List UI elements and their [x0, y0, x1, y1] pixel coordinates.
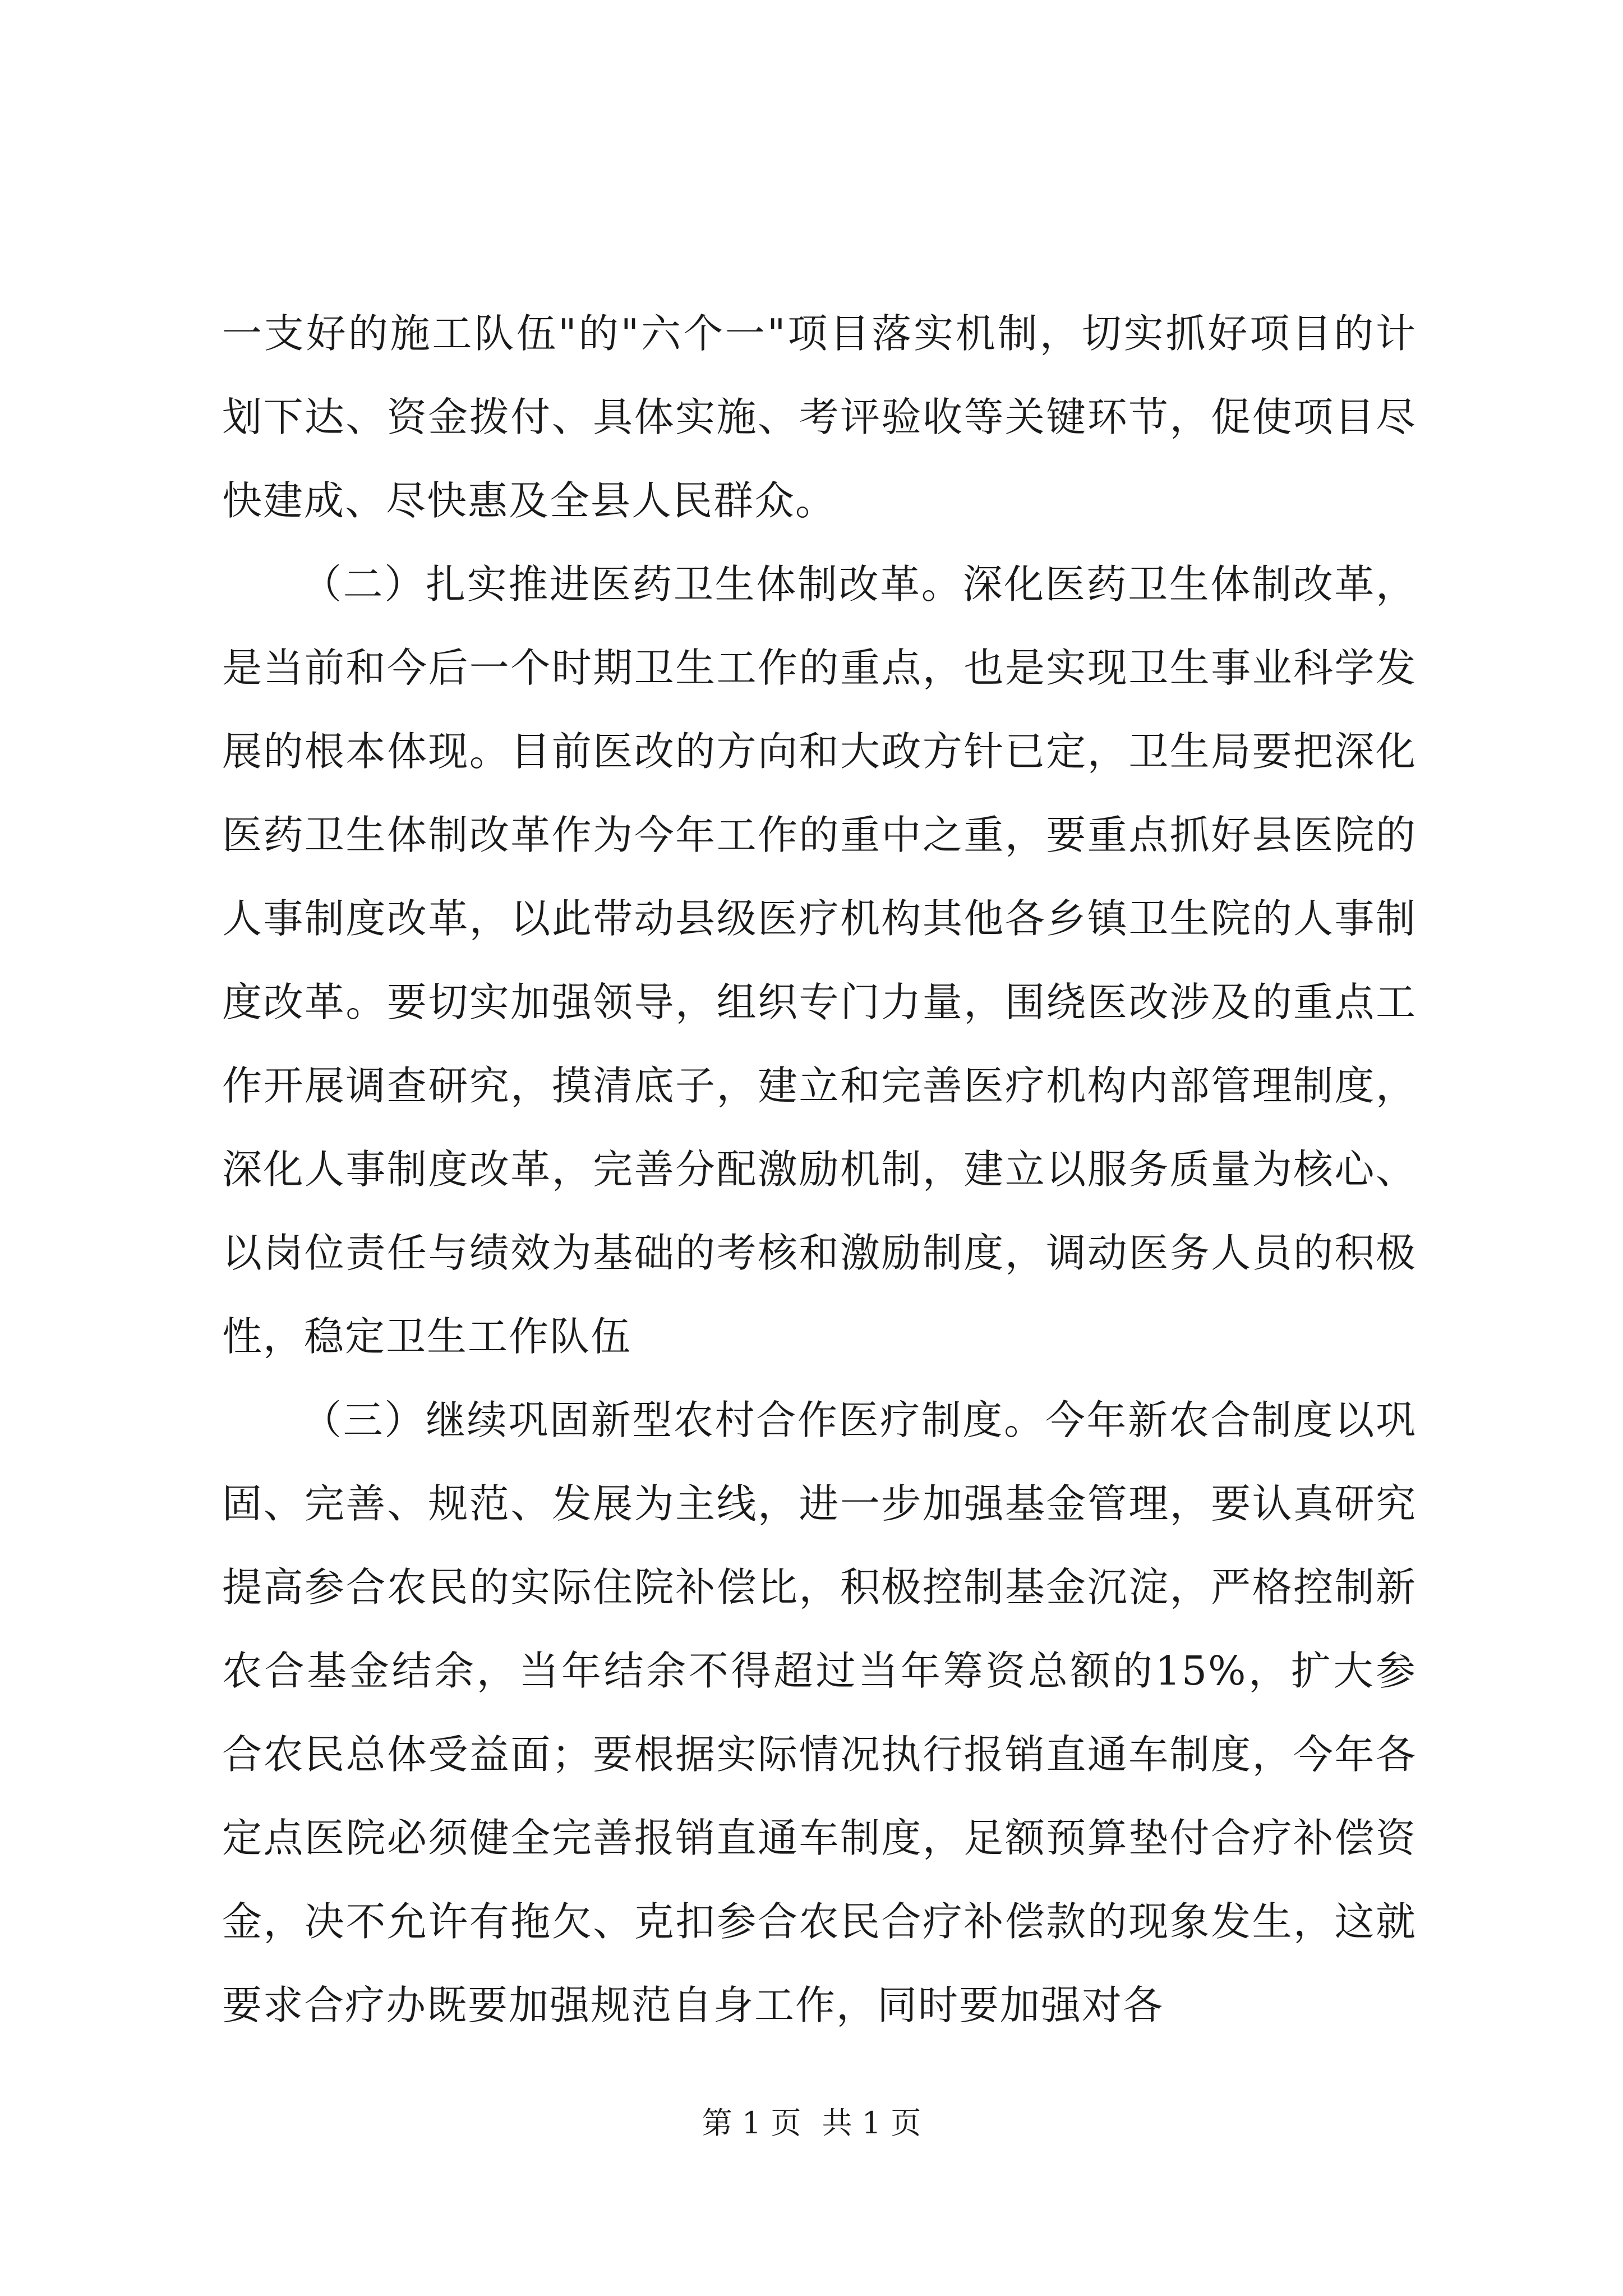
document-body [222, 292, 1417, 2047]
paragraph-rural-cooperative-medical: （三）继续巩固新型农村合作医疗制度。今年新农合制度以巩固、完善、规范、发展为主线，进一步加强基金管理，要认真研究提高参合农民的实际住院补偿比，积极控制基金沉淀，严格控制新农合基金结余，当年结余不得超过当年筹资总额的15%，扩大参合农民总体受益面；要根据实际情况执行报销直通车制度，今年各定点医院必须健全完善报销直通车制度，足额预算垫付合疗补偿资金，决不允许有拖欠、克扣参合农民合疗补偿款的现象发生，这就要求合疗办既要加强规范自身工作，同时要加强对各 [222, 1397, 1417, 2028]
page-number: 第 1 页 [702, 2105, 801, 2141]
page-footer [0, 2099, 1623, 2142]
paragraph-medical-reform: （二）扎实推进医药卫生体制改革。深化医药卫生体制改革，是当前和今后一个时期卫生工作的重点，也是实现卫生事业科学发展的根本体现。目前医改的方向和大政方针已定，卫生局要把深化医药卫生体制改革作为今年工作的重中之重，要重点抓好县医院的人事制度改革，以此带动县级医疗机构其他各乡镇卫生院的人事制度改革。要切实加强领导，组织专门力量，围绕医改涉及的重点工作开展调查研究，摸清底子，建立和完善医疗机构内部管理制度，深化人事制度改革，完善分配激励机制，建立以服务质量为核心、以岗位责任与绩效为基础的考核和激励制度，调动医务人员的积极性，稳定卫生工作队伍 [222, 561, 1417, 1360]
paragraph-continuation: 一支好的施工队伍"的"六个一"项目落实机制，切实抓好项目的计划下达、资金拨付、具体实施、考评验收等关键环节，促使项目尽快建成、尽快惠及全县人民群众。 [222, 310, 1417, 524]
page-total: 共 1 页 [822, 2105, 921, 2141]
